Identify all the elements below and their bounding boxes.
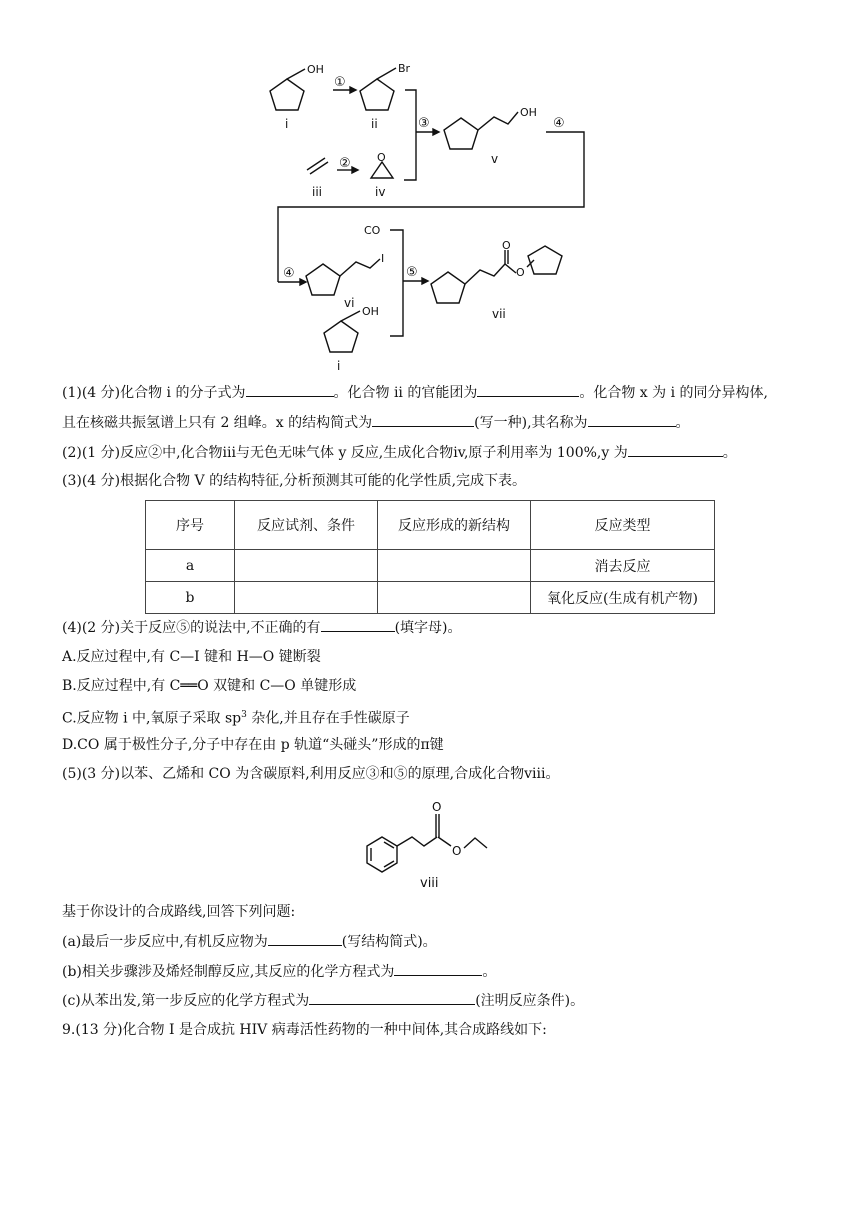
answer-blank-q1-functional-group[interactable] xyxy=(477,382,579,397)
answer-blank-q1-structure[interactable] xyxy=(372,412,474,427)
atom-o-viii-ring: O xyxy=(452,844,462,858)
label-i: i xyxy=(285,117,289,131)
q4-option-b: B.反应过程中,有 C══O 双键和 C—O 单键形成 xyxy=(62,678,357,694)
q3-cell-reaction-type: 消去反应 xyxy=(531,550,715,582)
q4-option-d: D.CO 属于极性分子,分子中存在由 p 轨道“头碰头”形成的π键 xyxy=(62,737,444,753)
label-iv: iv xyxy=(375,185,386,199)
label-ii: ii xyxy=(371,117,378,131)
reaction-scheme xyxy=(0,0,860,380)
q3-cell-new-structure[interactable] xyxy=(378,550,531,582)
answer-blank-q4[interactable] xyxy=(321,617,395,632)
answer-blank-q5a[interactable] xyxy=(268,931,342,946)
q3-col-header: 反应试剂、条件 xyxy=(235,501,378,550)
label-iii: iii xyxy=(312,185,323,199)
atom-o-viii-top: O xyxy=(432,800,442,814)
label-v: v xyxy=(491,152,499,166)
atom-co: CO xyxy=(364,224,381,237)
epoxide-ring-iv xyxy=(371,162,393,178)
answer-blank-q5b[interactable] xyxy=(394,961,482,976)
atom-o-vii-top: O xyxy=(502,239,511,252)
atom-oh-v: OH xyxy=(520,106,537,119)
cyclopentane-ring-vi xyxy=(306,264,340,295)
answer-blank-q2-y[interactable] xyxy=(628,442,723,457)
answer-blank-q5c[interactable] xyxy=(309,990,475,1005)
step-4a: ④ xyxy=(553,116,565,131)
q3-cell-reaction-type: 氧化反应(生成有机产物) xyxy=(531,582,715,614)
label-vii: vii xyxy=(492,307,506,321)
atom-i-vi: I xyxy=(381,252,385,265)
q5-stem: (5)(3 分)以苯、乙烯和 CO 为含碳原料,利用反应③和⑤的原理,合成化合物viii。 xyxy=(62,766,560,782)
q3-table-header-row xyxy=(146,501,715,550)
q1-line2: 且在核磁共振氢谱上只有 2 组峰。x 的结构简式为 (写一种),其名称为 。 xyxy=(62,412,690,433)
label-vi: vi xyxy=(344,296,355,310)
cyclopentane-ring-v xyxy=(444,118,478,149)
label-viii: viii xyxy=(420,876,439,891)
step-1: ① xyxy=(334,75,346,90)
q3-cell-reagent[interactable] xyxy=(235,582,378,614)
step-2: ② xyxy=(339,156,351,171)
label-i-2: i xyxy=(337,359,341,373)
cyclopentane-ring-vii-left xyxy=(431,272,465,303)
q5-b: (b)相关步骤涉及烯烃制醇反应,其反应的化学方程式为 。 xyxy=(62,961,496,982)
compound-viii-structure xyxy=(360,792,500,892)
step-3: ③ xyxy=(418,116,430,131)
q4-stem: (4)(2 分)关于反应⑤的说法中,不正确的有 (填字母)。 xyxy=(62,617,462,638)
q3-cell-index: a xyxy=(146,550,235,582)
cyclopentane-ring-ii xyxy=(360,79,394,110)
q4-option-a: A.反应过程中,有 C—I 键和 H—O 键断裂 xyxy=(62,649,321,665)
q2-line: (2)(1 分)反应②中,化合物iii与无色无味气体 y 反应,生成化合物iv,原子利用率为 100%,y 为 。 xyxy=(62,442,737,463)
step-4b: ④ xyxy=(283,266,295,281)
answer-blank-q1-formula[interactable] xyxy=(246,382,334,397)
q1-line1: (1)(4 分)化合物 i 的分子式为 。化合物 ii 的官能团为 。化合物 x 为 i 的同分异构体, xyxy=(62,382,768,403)
q5-a: (a)最后一步反应中,有机反应物为 (写结构简式)。 xyxy=(62,931,437,952)
q3-table xyxy=(145,500,715,614)
q3-cell-index: b xyxy=(146,582,235,614)
cyclopentane-ring-i xyxy=(270,79,304,110)
atom-o-iv: O xyxy=(377,151,386,164)
cyclopentane-ring-i-2 xyxy=(324,321,358,352)
q3-col-header: 反应类型 xyxy=(531,501,715,550)
q3-line: (3)(4 分)根据化合物 V 的结构特征,分析预测其可能的化学性质,完成下表。 xyxy=(62,473,527,489)
q4-option-c: C.反应物 i 中,氧原子采取 $sp^3$ 杂化,并且存在手性碳原子 xyxy=(62,710,410,727)
step-5: ⑤ xyxy=(406,265,418,280)
q3-cell-new-structure[interactable] xyxy=(378,582,531,614)
atom-o-vii-ring: O xyxy=(516,266,525,279)
q9-stem: 9.(13 分)化合物 I 是合成抗 HIV 病毒活性药物的一种中间体,其合成路线如下: xyxy=(62,1022,547,1038)
atom-oh-i: OH xyxy=(307,63,324,76)
q5-c: (c)从苯出发,第一步反应的化学方程式为 (注明反应条件)。 xyxy=(62,990,584,1011)
q5-intro: 基于你设计的合成路线,回答下列问题: xyxy=(62,904,296,920)
table-row xyxy=(146,550,715,582)
answer-blank-q1-name[interactable] xyxy=(588,412,676,427)
q3-col-header: 反应形成的新结构 xyxy=(378,501,531,550)
q3-cell-reagent[interactable] xyxy=(235,550,378,582)
atom-oh-i2: OH xyxy=(362,305,379,318)
q3-col-header: 序号 xyxy=(146,501,235,550)
atom-br-ii: Br xyxy=(398,62,411,75)
table-row xyxy=(146,582,715,614)
